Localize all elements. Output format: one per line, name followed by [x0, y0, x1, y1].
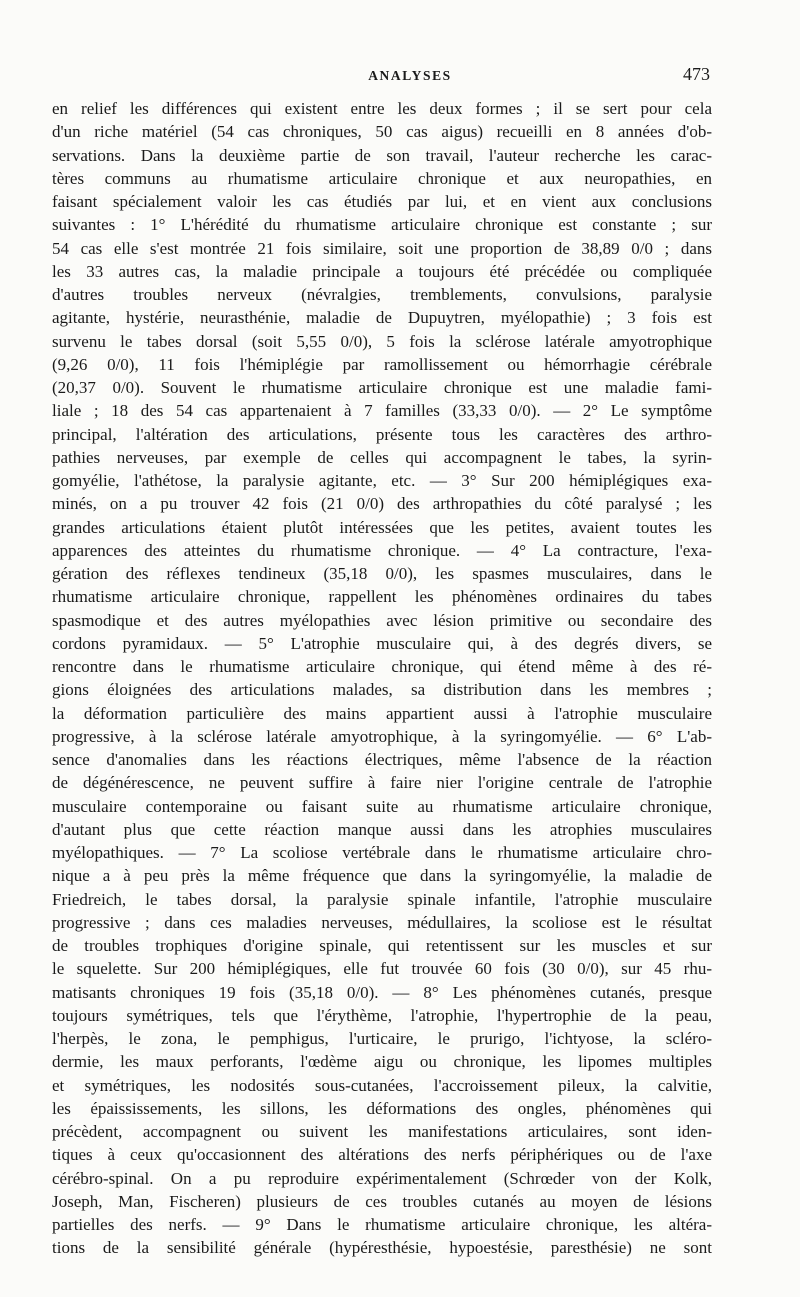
- text-line: de troubles trophiques d'origine spinale, qui retentissent sur les muscles et sur: [52, 936, 712, 955]
- text-line: suivantes : 1° L'hérédité du rhumatisme articulaire chronique est constante ; sur: [52, 215, 712, 235]
- text-line: nique a à peu près la même fréquence que dans la syringomyélie, la maladie de: [52, 866, 712, 886]
- text-line: de dégénérescence, ne peuvent suffire à faire nier l'origine centrale de l'atrophie: [52, 773, 712, 793]
- text-line: grandes articulations étaient plutôt intéressées que les petites, avaient toutes les: [52, 517, 712, 537]
- text-line: les épaississements, les sillons, les déformations des ongles, phénomènes qui: [52, 1098, 712, 1118]
- text-line: (9,26 0/0), 11 fois l'hémiplégie par ramollissement ou hémorrhagie cérébrale: [52, 354, 712, 374]
- text-line: spasmodique et des autres myélopathies avec lésion primitive ou secondaire des: [52, 610, 712, 630]
- text-line: gération des réflexes tendineux (35,18 0/0), les spasmes musculaires, dans le: [52, 564, 712, 583]
- text-line: et symétriques, les nodosités sous-cutanées, l'accroissement pileux, la calvitie,: [52, 1075, 712, 1095]
- text-line: les 33 autres cas, la maladie principale a toujours été précédée ou compliquée: [52, 261, 712, 281]
- page-header: [110, 58, 710, 92]
- text-line: dermie, les maux perforants, l'œdème aigu ou chronique, les lipomes multiples: [52, 1052, 712, 1072]
- text-line: progressive, à la sclérose latérale amyotrophique, à la syringomyélie. — 6° L'ab-: [52, 726, 712, 746]
- text-line: Friedreich, le tabes dorsal, la paralysie spinale infantile, l'atrophie musculaire: [52, 889, 712, 909]
- text-line: rencontre dans le rhumatisme articulaire chronique, qui étend même à des ré-: [52, 657, 712, 676]
- text-line: d'autant plus que cette réaction manque aussi dans les atrophies musculaires: [52, 819, 712, 839]
- text-line: survenu le tabes dorsal (soit 5,55 0/0), 5 fois la sclérose latérale amyotrophique: [52, 331, 712, 351]
- page-number: 473: [683, 64, 710, 84]
- text-line: partielles des nerfs. — 9° Dans le rhumatisme articulaire chronique, les altéra-: [52, 1215, 712, 1234]
- text-line: gions éloignées des articulations malades, sa distribution dans les membres ;: [52, 680, 712, 700]
- text-line: Joseph, Man, Fischeren) plusieurs de ces troubles cutanés au moyen de lésions: [52, 1191, 712, 1211]
- text-line: liale ; 18 des 54 cas appartenaient à 7 familles (33,33 0/0). — 2° Le symptôme: [52, 401, 712, 421]
- text-line: matisants chroniques 19 fois (35,18 0/0). — 8° Les phénomènes cutanés, presque: [52, 982, 712, 1002]
- text-line: 54 cas elle s'est montrée 21 fois similaire, soit une proportion de 38,89 0/0 ; dans: [52, 238, 712, 258]
- text-line: (20,37 0/0). Souvent le rhumatisme articulaire chronique est une maladie fami-: [52, 378, 712, 397]
- text-line: le squelette. Sur 200 hémiplégiques, elle fut trouvée 60 fois (30 0/0), sur 45 rhu-: [52, 959, 712, 979]
- text-line: toujours symétriques, tels que l'érythème, l'atrophie, l'hypertrophie de la peau,: [52, 1005, 712, 1025]
- text-line: cérébro-spinal. On a pu reproduire expérimentalement (Schrœder von der Kolk,: [52, 1168, 712, 1188]
- text-line: pathies nerveuses, par exemple de celles qui accompagnent le tabes, la syrin-: [52, 447, 712, 467]
- text-line: agitante, hystérie, neurasthénie, maladie de Dupuytren, myélopathie) ; 3 fois est: [52, 308, 712, 328]
- text-line: apparences des atteintes du rhumatisme chronique. — 4° La contracture, l'exa-: [52, 540, 712, 560]
- text-line: tiques à ceux qu'occasionnent des altérations des nerfs périphériques ou de l'axe: [52, 1145, 712, 1165]
- text-line: sence d'anomalies dans les réactions électriques, même l'absence de la réaction: [52, 750, 712, 769]
- text-line: d'autres troubles nerveux (névralgies, tremblements, convulsions, paralysie: [52, 285, 712, 304]
- body-text: [52, 97, 712, 1260]
- text-line: progressive ; dans ces maladies nerveuses, médullaires, la scoliose est le résultat: [52, 912, 712, 932]
- text-line: la déformation particulière des mains appartient aussi à l'atrophie musculaire: [52, 703, 712, 723]
- text-line: tères communs au rhumatisme articulaire chronique et aux neuropathies, en: [52, 168, 712, 188]
- text-line: d'un riche matériel (54 cas chroniques, 50 cas aigus) recueilli en 8 années d'ob-: [52, 122, 712, 142]
- text-line: tions de la sensibilité générale (hypéresthésie, hypoestésie, paresthésie) ne sont: [52, 1238, 712, 1258]
- text-line: servations. Dans la deuxième partie de son travail, l'auteur recherche les carac-: [52, 145, 712, 165]
- text-line: minés, on a pu trouver 42 fois (21 0/0) des arthropathies du côté paralysé ; les: [52, 494, 712, 514]
- text-line: myélopathiques. — 7° La scoliose vertébrale dans le rhumatisme articulaire chro-: [52, 843, 712, 862]
- text-line: principal, l'altération des articulations, présente tous les caractères des arthro-: [52, 424, 712, 444]
- text-line: en relief les différences qui existent entre les deux formes ; il se sert pour cela: [52, 99, 712, 118]
- running-title: ANALYSES: [368, 68, 452, 83]
- text-line: cordons pyramidaux. — 5° L'atrophie musculaire qui, à des degrés divers, se: [52, 633, 712, 653]
- text-line: rhumatisme articulaire chronique, rappellent les phénomènes ordinaires du tabes: [52, 587, 712, 607]
- text-line: gomyélie, l'athétose, la paralysie agitante, etc. — 3° Sur 200 hémiplégiques exa-: [52, 471, 712, 490]
- text-line: faisant spécialement valoir les cas étudiés par lui, et en vient aux conclusions: [52, 192, 712, 211]
- text-line: musculaire contemporaine ou faisant suite au rhumatisme articulaire chronique,: [52, 796, 712, 816]
- text-line: précèdent, accompagnent ou suivent les manifestations articulaires, sont iden-: [52, 1122, 712, 1141]
- text-line: l'herpès, le zona, le pemphigus, l'urticaire, le prurigo, l'ichtyose, la scléro-: [52, 1029, 712, 1048]
